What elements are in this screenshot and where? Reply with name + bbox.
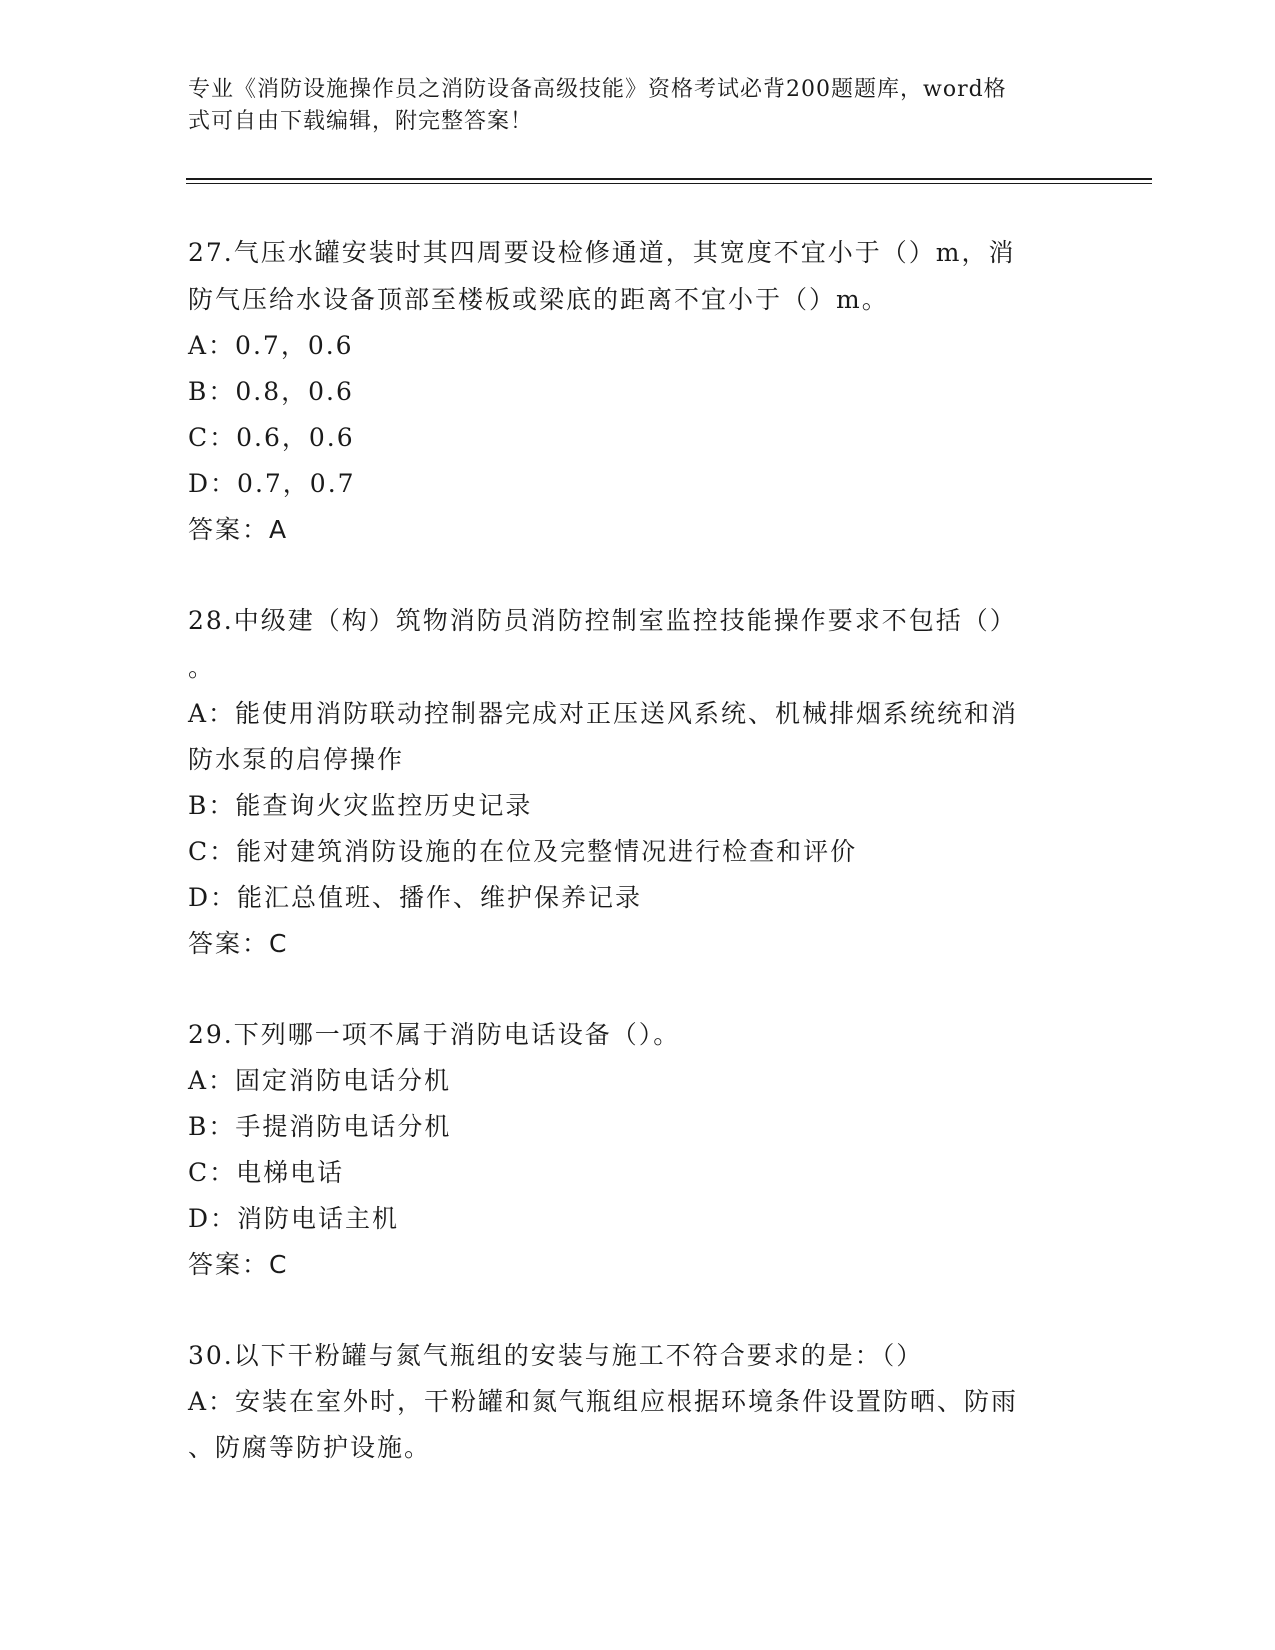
option-a: A：0.7，0.6: [188, 331, 354, 360]
option-c: C：电梯电话: [188, 1158, 345, 1187]
header-line-1: 专业《消防设施操作员之消防设备高级技能》资格考试必背200题题库，word格: [188, 77, 1007, 102]
question-text: 30.以下干粉罐与氮气瓶组的安装与施工不符合要求的是：（）: [188, 1341, 924, 1370]
option-b: B：能查询火灾监控历史记录: [188, 791, 533, 820]
option-b: B：0.8，0.6: [188, 377, 354, 406]
question-27: [188, 229, 1088, 553]
question-30: [188, 1332, 1088, 1471]
answer: 答案：C: [188, 1250, 289, 1279]
option-a-continued: 、防腐等防护设施。: [188, 1433, 432, 1462]
option-b: B：手提消防电话分机: [188, 1112, 452, 1141]
answer: 答案：C: [188, 929, 289, 958]
header-divider: [186, 178, 1152, 184]
question-28: [188, 597, 1088, 967]
document-header: [188, 74, 1068, 138]
question-text: 28.中级建（构）筑物消防员消防控制室监控技能操作要求不包括（）: [188, 606, 1017, 635]
answer: 答案：A: [188, 515, 289, 544]
question-text: 29.下列哪一项不属于消防电话设备（）。: [188, 1020, 681, 1049]
option-a: A：固定消防电话分机: [188, 1066, 452, 1095]
question-text-continued: 防气压给水设备顶部至楼板或梁底的距离不宜小于（）m。: [188, 285, 889, 314]
option-a: A：能使用消防联动控制器完成对正压送风系统、机械排烟系统统和消: [188, 699, 1019, 728]
header-line-2: 式可自由下载编辑，附完整答案！: [188, 109, 534, 134]
option-c: C：0.6，0.6: [188, 423, 355, 452]
question-text-continued: 。: [188, 653, 216, 682]
option-c: C：能对建筑消防设施的在位及完整情况进行检查和评价: [188, 837, 858, 866]
question-29: [188, 1011, 1088, 1288]
question-text: 27.气压水罐安装时其四周要设检修通道，其宽度不宜小于（）m，消: [188, 238, 1016, 267]
option-d: D：能汇总值班、播作、维护保养记录: [188, 883, 643, 912]
question-list: [188, 229, 1088, 1515]
option-a: A：安装在室外时，干粉罐和氮气瓶组应根据环境条件设置防晒、防雨: [188, 1387, 1019, 1416]
option-d: D：0.7，0.7: [188, 469, 356, 498]
option-a-continued: 防水泵的启停操作: [188, 745, 405, 774]
option-d: D：消防电话主机: [188, 1204, 400, 1233]
